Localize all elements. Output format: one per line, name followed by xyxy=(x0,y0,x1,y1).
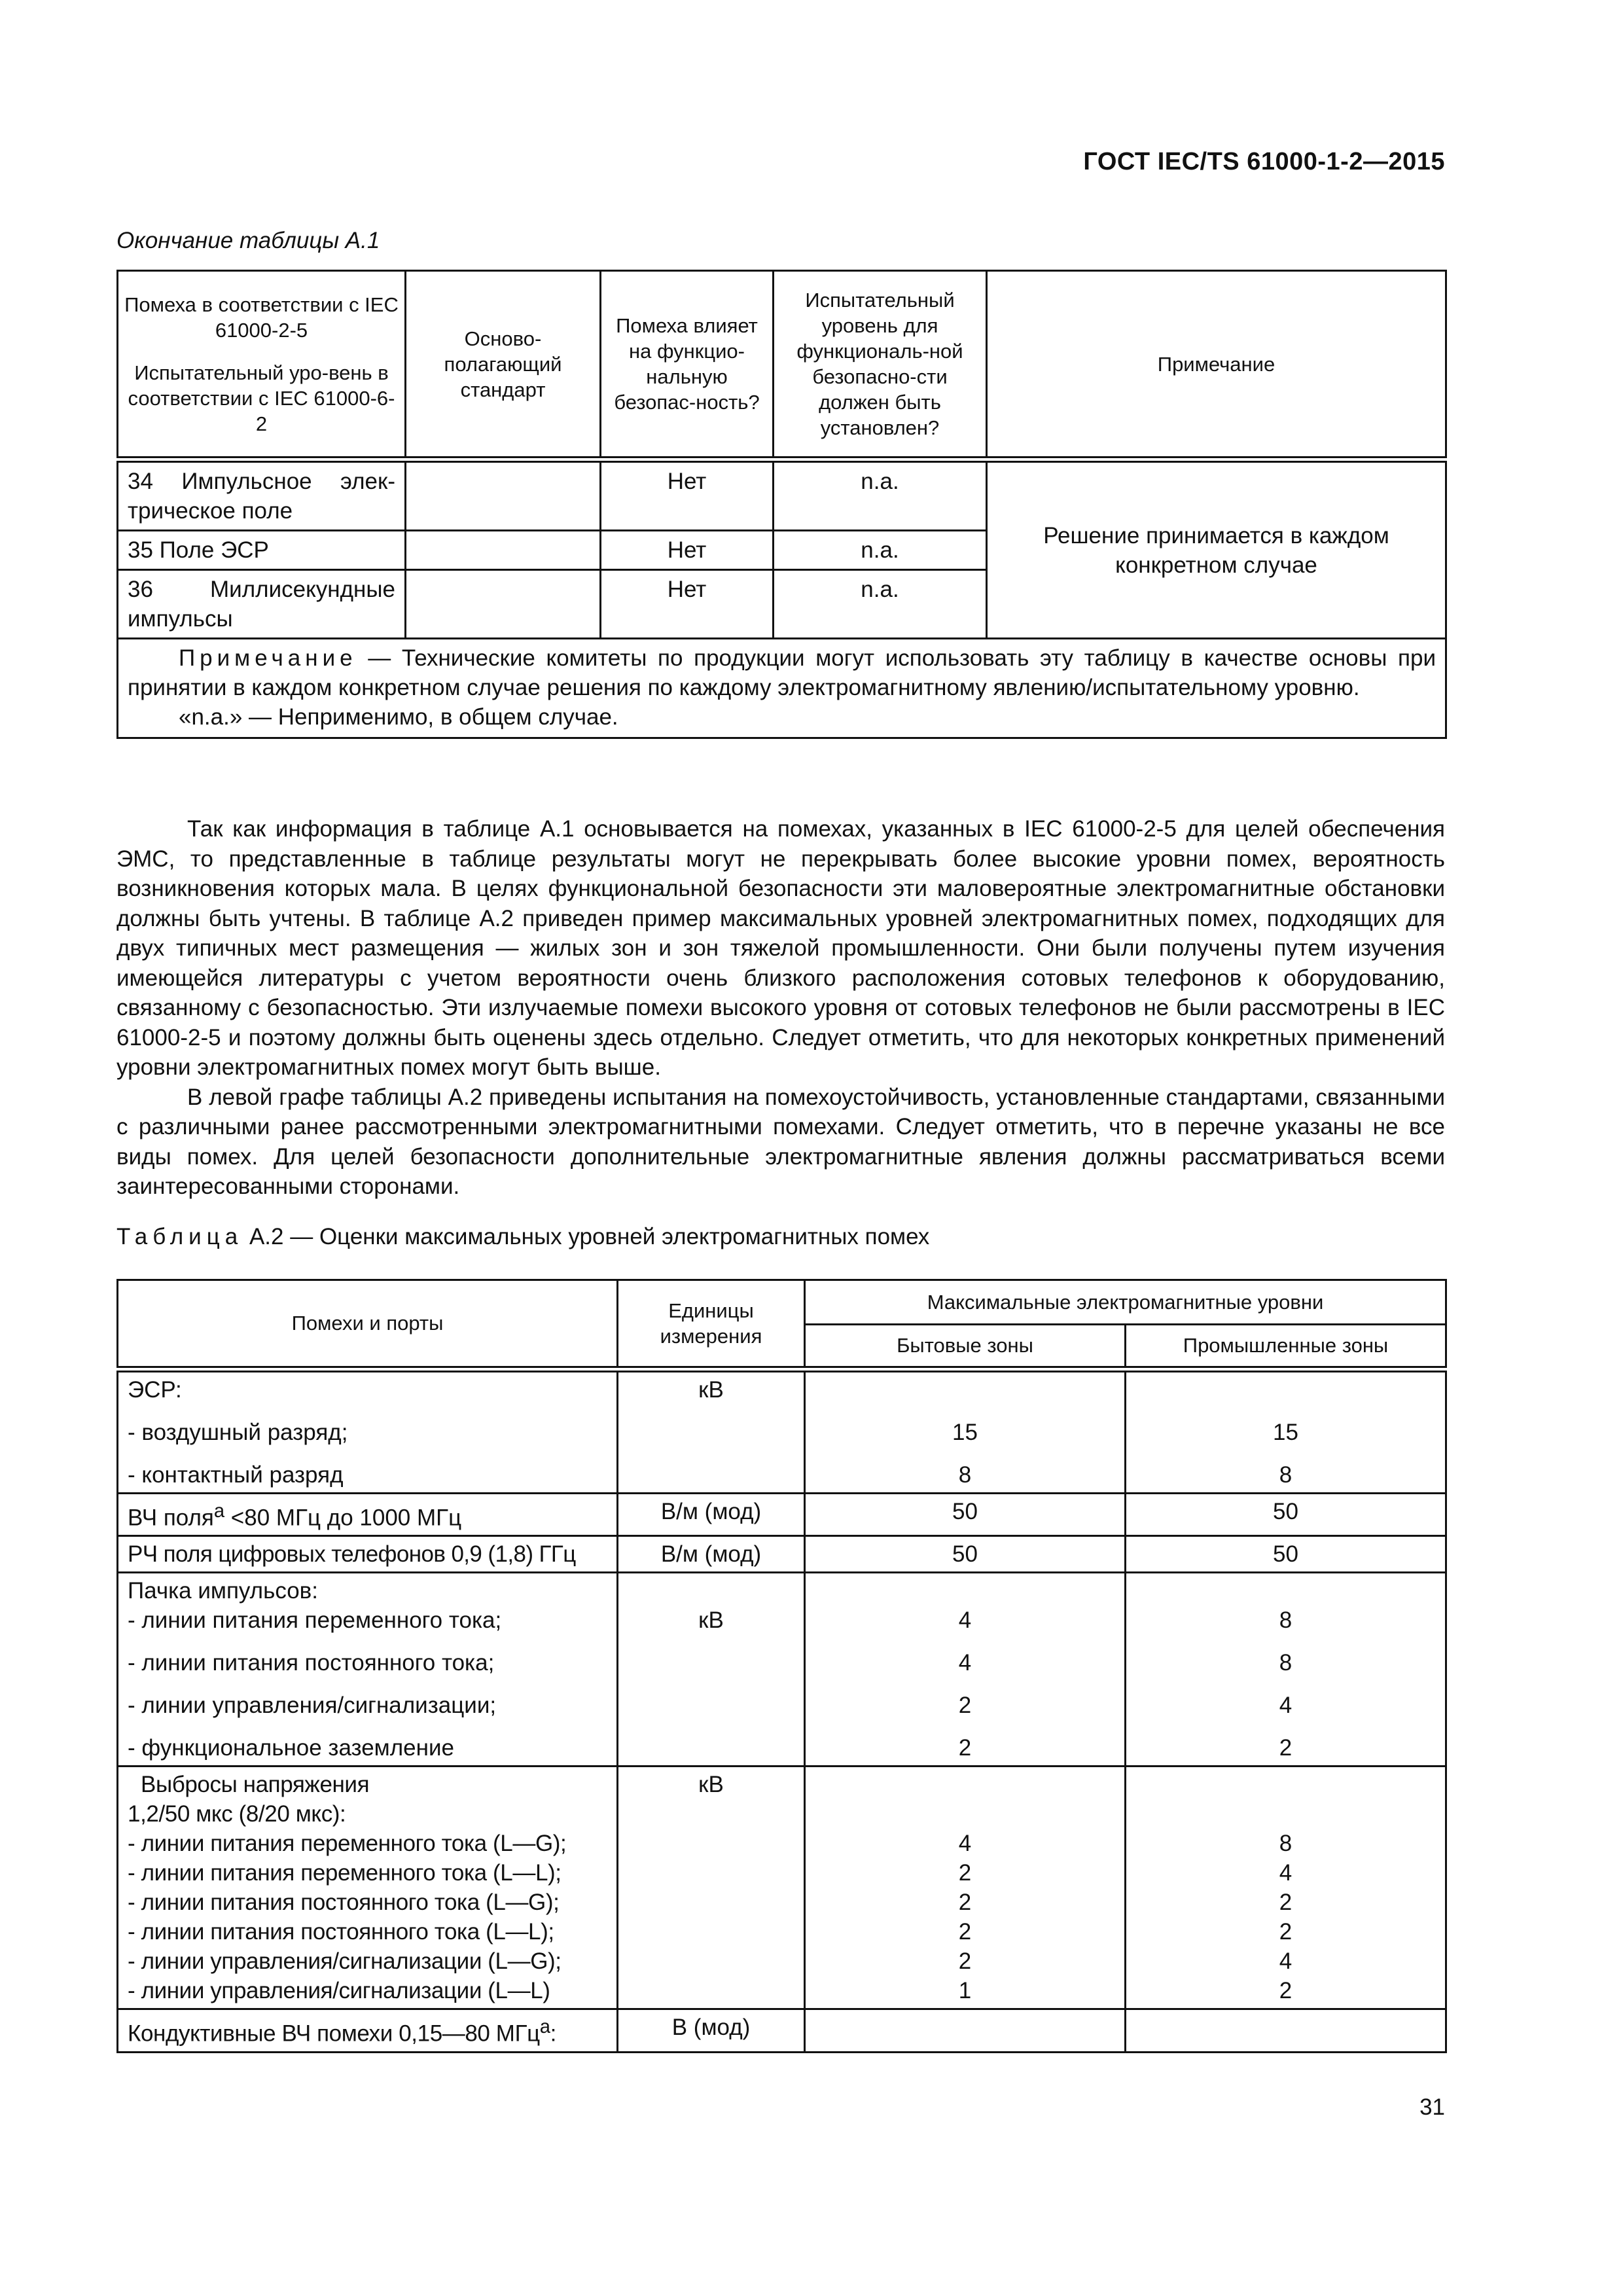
value: 8 xyxy=(1279,1831,1293,1857)
a1-row-standard xyxy=(406,459,601,531)
burst-item: - линии питания постоянного тока; xyxy=(128,1650,495,1676)
row-name-line1: 34 Импульсное элек- xyxy=(128,469,395,494)
conducted-residential xyxy=(805,2009,1126,2053)
a1-header-disturbance xyxy=(118,271,406,460)
table-row xyxy=(118,1767,1446,2009)
surge-label xyxy=(118,1767,618,2009)
table-row xyxy=(118,1573,1446,1767)
esd-label xyxy=(118,1369,618,1494)
surge-item: - линии управления/сигнализации (L—G); xyxy=(128,1948,562,1975)
surge-title: 1,2/50 мкс (8/20 мкс): xyxy=(128,1801,346,1827)
value: 15 xyxy=(1273,1419,1298,1445)
value: 4 xyxy=(958,1831,972,1857)
burst-unit xyxy=(618,1573,805,1767)
a1-footnote xyxy=(118,639,1446,738)
paragraph-1: Так как информация в таблице А.1 основывается на помехах, указанных в IEC 61000-2-5 для целей обеспечения ЭМС, то представленные в таблице результаты могут не перекрывать более высокие уровни помех, вероятность возникновения которых мала. В целях функциональной безопасности эти маловероятные электромагнитные обстановки должны быть учтены. В таблице А.2 приведен пример максимальных уровней электромагнитных помех, подходящих для двух типичных мест размещения — жилых зон и зон тяжелой промышленности. Они были получены путем изучения имеющейся литературы с учетом вероятности очень близкого расположения сотовых телефонов к оборудованию, связанному с безопасностью. Эти излучаемые помехи высокого уровня от сотовых телефонов не были рассмотрены в IEC 61000-2-5 и поэтому должны быть оценены здесь отдельно. Следует отметить, что для некоторых конкретных применений уровни электромагнитных помех могут быть выше. xyxy=(116,816,1445,1080)
table-row xyxy=(118,1536,1446,1573)
esd-unit-value: кВ xyxy=(698,1376,724,1403)
rf-field-unit: В/м (мод) xyxy=(618,1493,805,1536)
surge-item: - линии питания постоянного тока (L—G); xyxy=(128,1890,560,1916)
a1-row-name: 35 Поле ЭСР xyxy=(118,531,406,570)
conducted-industrial xyxy=(1126,2009,1446,2053)
burst-item: - линии питания переменного тока; xyxy=(128,1607,502,1634)
value: 2 xyxy=(1279,1919,1293,1945)
value: 8 xyxy=(1279,1650,1293,1676)
table-row xyxy=(118,459,1446,531)
a2-header-max-levels: Максимальные электромагнитные уровни xyxy=(805,1280,1446,1325)
esd-residential xyxy=(805,1369,1126,1494)
rf-field-industrial: 50 xyxy=(1126,1493,1446,1536)
a1-header-col1-line1: Помеха в соответствии с IEC 61000-2-5 xyxy=(124,293,399,342)
table-row xyxy=(118,2009,1446,2053)
label: <80 МГц до 1000 МГц xyxy=(224,1505,462,1531)
footnote-text: — Технические комитеты по продукции могут использовать эту таблицу в качестве основы при принятии в каждом конкретном случае решения по каждому электромагнитному явлению/испытательному уровню. xyxy=(128,645,1436,700)
body-text xyxy=(116,814,1445,1202)
row-name-line2: импульсы xyxy=(128,606,233,632)
value: 4 xyxy=(1279,1693,1293,1719)
a1-row-affects: Нет xyxy=(601,459,774,531)
burst-item: - функциональное заземление xyxy=(128,1735,454,1761)
rf-field-label xyxy=(118,1493,618,1536)
surge-industrial xyxy=(1126,1767,1446,2009)
table-a2 xyxy=(116,1279,1447,2053)
a1-row-affects: Нет xyxy=(601,531,774,570)
value: 4 xyxy=(1279,1860,1293,1886)
rf-field-residential: 50 xyxy=(805,1493,1126,1536)
surge-unit-value: кВ xyxy=(698,1772,724,1798)
surge-item: - линии управления/сигнализации (L—L) xyxy=(128,1978,550,2004)
a2-header-disturbance: Помехи и порты xyxy=(118,1280,618,1369)
burst-item: - линии управления/сигнализации; xyxy=(128,1693,497,1719)
value: 15 xyxy=(952,1419,978,1445)
paragraph-2: В левой графе таблицы А.2 приведены испытания на помехоустойчивость, установленные стандартами, связанными с различными ранее рассмотренными электромагнитными помехами. Следует отметить, что в перечне указаны не все виды помех. Для целей безопасности дополнительные электромагнитные явления должны рассматриваться всеми заинтересованными сторонами. xyxy=(116,1084,1445,1199)
value: 2 xyxy=(1279,1978,1293,2004)
burst-unit-value: кВ xyxy=(698,1607,724,1634)
row-name-line1: 36 Миллисекундные xyxy=(128,577,395,602)
burst-label xyxy=(118,1573,618,1767)
a1-row-name xyxy=(118,459,406,531)
esd-title: ЭСР: xyxy=(128,1376,182,1403)
a1-header-affects-safety: Помеха влияет на функцио-нальную безопас-ность? xyxy=(601,271,774,460)
surge-item: - линии питания переменного тока (L—G); xyxy=(128,1831,567,1857)
burst-title: Пачка импульсов: xyxy=(128,1578,318,1604)
conducted-label xyxy=(118,2009,618,2053)
value: 2 xyxy=(958,1860,972,1886)
value: 4 xyxy=(958,1650,972,1676)
value: 2 xyxy=(958,1919,972,1945)
a1-row-level: n.a. xyxy=(774,570,987,639)
value: 8 xyxy=(1279,1462,1293,1488)
a1-row-affects: Нет xyxy=(601,570,774,639)
value: 2 xyxy=(958,1890,972,1916)
label: : xyxy=(550,2020,556,2047)
table-row xyxy=(118,1369,1446,1494)
caption-label: Таблица xyxy=(116,1224,243,1249)
a1-row-standard xyxy=(406,570,601,639)
a2-header-industrial: Промышленные зоны xyxy=(1126,1325,1446,1369)
a1-header-test-level: Испытательный уровень для функциональ-ной безопасно-сти должен быть установлен? xyxy=(774,271,987,460)
row-name-line2: трическое поле xyxy=(128,498,293,524)
value: 8 xyxy=(1279,1607,1293,1634)
table-a1-continuation-caption: Окончание таблицы А.1 xyxy=(116,228,380,253)
rf-phone-label: РЧ поля цифровых телефонов 0,9 (1,8) ГГц xyxy=(118,1536,618,1573)
rf-phone-unit: В/м (мод) xyxy=(618,1536,805,1573)
value: 2 xyxy=(1279,1890,1293,1916)
footnote-mark: a xyxy=(213,1500,225,1522)
a1-merged-note: Решение принимается в каждом конкретном случае xyxy=(987,459,1446,639)
esd-unit xyxy=(618,1369,805,1494)
na-definition: «n.a.» — Неприменимо, в общем случае. xyxy=(179,704,618,730)
a2-header-units: Единицы измерения xyxy=(618,1280,805,1369)
table-row xyxy=(118,1493,1446,1536)
value: 4 xyxy=(958,1607,972,1634)
label: ВЧ поля xyxy=(128,1505,214,1531)
rf-phone-industrial: 50 xyxy=(1126,1536,1446,1573)
value: 1 xyxy=(958,1978,972,2004)
a1-row-name xyxy=(118,570,406,639)
value: 2 xyxy=(958,1948,972,1975)
a2-header-residential: Бытовые зоны xyxy=(805,1325,1126,1369)
surge-unit xyxy=(618,1767,805,2009)
a1-row-standard xyxy=(406,531,601,570)
surge-title: Выбросы напряжения xyxy=(141,1772,370,1798)
table-a1 xyxy=(116,270,1447,739)
a1-header-note: Примечание xyxy=(987,271,1446,460)
rf-phone-residential: 50 xyxy=(805,1536,1126,1573)
table-footnote-row xyxy=(118,639,1446,738)
burst-industrial xyxy=(1126,1573,1446,1767)
value: 2 xyxy=(1279,1735,1293,1761)
surge-item: - линии питания постоянного тока (L—L); xyxy=(128,1919,554,1945)
caption-text: А.2 — Оценки максимальных уровней электромагнитных помех xyxy=(243,1224,930,1249)
value: 4 xyxy=(1279,1948,1293,1975)
a1-header-basic-standard: Осново-полагающий стандарт xyxy=(406,271,601,460)
burst-residential xyxy=(805,1573,1126,1767)
page-number: 31 xyxy=(1419,2094,1445,2120)
a1-row-level: n.a. xyxy=(774,459,987,531)
conducted-unit: В (мод) xyxy=(618,2009,805,2053)
esd-air: - воздушный разряд; xyxy=(128,1419,348,1445)
label: Кондуктивные ВЧ помехи 0,15—80 МГц xyxy=(128,2020,540,2047)
value: 2 xyxy=(958,1735,972,1761)
a1-row-level: n.a. xyxy=(774,531,987,570)
a1-header-col1-line2: Испытательный уро-вень в соответствии с IEC 61000-6-2 xyxy=(128,361,395,435)
value: 2 xyxy=(958,1693,972,1719)
value: 8 xyxy=(958,1462,972,1488)
surge-item: - линии питания переменного тока (L—L); xyxy=(128,1860,562,1886)
footnote-mark: a xyxy=(539,2017,550,2038)
table-a2-caption xyxy=(116,1224,929,1250)
standard-code: ГОСТ IEC/TS 61000-1-2—2015 xyxy=(1083,148,1445,175)
footnote-label: Примечание xyxy=(179,645,357,671)
esd-contact: - контактный разряд xyxy=(128,1462,344,1488)
esd-industrial xyxy=(1126,1369,1446,1494)
surge-residential xyxy=(805,1767,1126,2009)
